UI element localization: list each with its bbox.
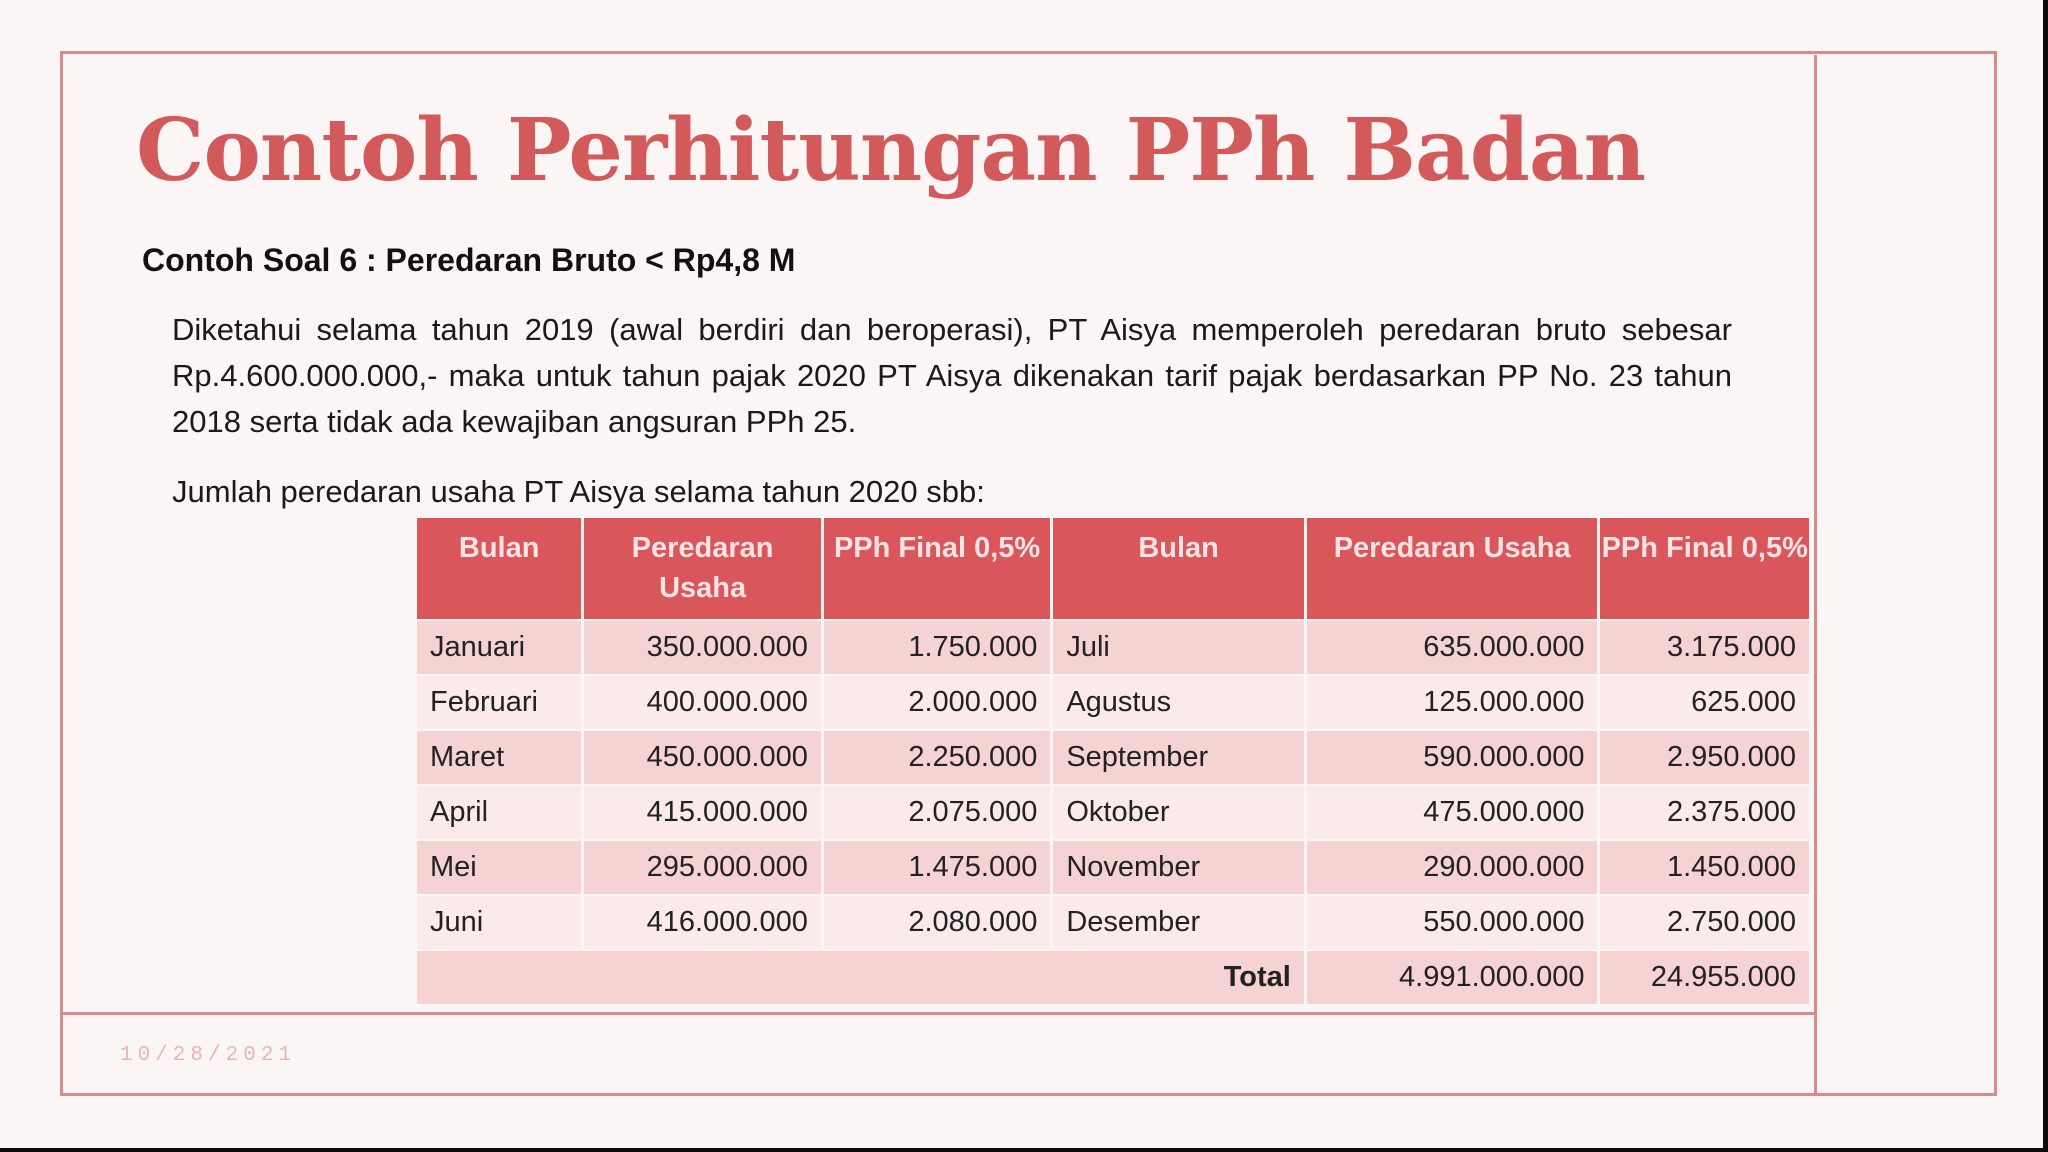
table-row — [417, 621, 1809, 674]
cell-revenue: 475.000.000 — [1307, 786, 1598, 839]
cell-revenue: 635.000.000 — [1307, 621, 1598, 674]
slide-title: Contoh Perhitungan PPh Badan — [136, 100, 1646, 201]
cell-month: November — [1053, 841, 1304, 894]
cell-revenue: 416.000.000 — [584, 896, 821, 949]
cell-month: Oktober — [1053, 786, 1304, 839]
cell-revenue: 550.000.000 — [1307, 896, 1598, 949]
cell-revenue: 350.000.000 — [584, 621, 821, 674]
cell-revenue: 590.000.000 — [1307, 731, 1598, 784]
frame-divider-vertical — [1814, 55, 1817, 1095]
cell-month: Juni — [417, 896, 581, 949]
cell-month: Desember — [1053, 896, 1304, 949]
cell-revenue: 290.000.000 — [1307, 841, 1598, 894]
slide-subtitle: Contoh Soal 6 : Peredaran Bruto < Rp4,8 M — [142, 242, 796, 278]
table-row — [417, 676, 1809, 729]
cell-month: Juli — [1053, 621, 1304, 674]
header-bulan-2: Bulan — [1053, 518, 1304, 619]
header-pph-1: PPh Final 0,5% — [824, 518, 1050, 619]
cell-revenue: 450.000.000 — [584, 731, 821, 784]
cell-tax: 2.950.000 — [1600, 731, 1809, 784]
cell-month: Agustus — [1053, 676, 1304, 729]
cell-tax: 625.000 — [1600, 676, 1809, 729]
cell-tax: 2.075.000 — [824, 786, 1050, 839]
cell-tax: 2.375.000 — [1600, 786, 1809, 839]
total-revenue: 4.991.000.000 — [1307, 951, 1598, 1004]
cell-tax: 2.000.000 — [824, 676, 1050, 729]
table-row — [417, 841, 1809, 894]
total-tax: 24.955.000 — [1600, 951, 1809, 1004]
header-peredaran-1: Peredaran Usaha — [584, 518, 821, 619]
cell-revenue: 400.000.000 — [584, 676, 821, 729]
revenue-table — [414, 516, 1812, 1006]
cell-tax: 2.750.000 — [1600, 896, 1809, 949]
header-bulan-1: Bulan — [417, 518, 581, 619]
cell-month: Mei — [417, 841, 581, 894]
table-row — [417, 896, 1809, 949]
header-peredaran-2: Peredaran Usaha — [1307, 518, 1598, 619]
table-header-row — [417, 518, 1809, 619]
table-total-row — [417, 951, 1809, 1004]
cell-month: Maret — [417, 731, 581, 784]
cell-tax: 1.750.000 — [824, 621, 1050, 674]
cell-revenue: 295.000.000 — [584, 841, 821, 894]
table-row — [417, 786, 1809, 839]
table-row — [417, 731, 1809, 784]
frame-divider-horizontal — [62, 1012, 1816, 1015]
cell-tax: 2.080.000 — [824, 896, 1050, 949]
cell-month: Januari — [417, 621, 581, 674]
header-pph-2: PPh Final 0,5% — [1600, 518, 1809, 619]
cell-month: April — [417, 786, 581, 839]
total-label: Total — [417, 951, 1304, 1004]
cell-tax: 1.450.000 — [1600, 841, 1809, 894]
problem-paragraph: Diketahui selama tahun 2019 (awal berdiri dan beroperasi), PT Aisya memperoleh peredaran bruto sebesar Rp.4.600.000.000,- maka untuk tahun pajak 2020 PT Aisya dikenakan tarif pajak berdasarkan PP No. 23 tahun 2018 serta tidak ada kewajiban angsuran PPh 25. — [172, 312, 1732, 439]
cell-revenue: 125.000.000 — [1307, 676, 1598, 729]
cell-tax: 2.250.000 — [824, 731, 1050, 784]
cell-tax: 1.475.000 — [824, 841, 1050, 894]
cell-month: September — [1053, 731, 1304, 784]
cell-tax: 3.175.000 — [1600, 621, 1809, 674]
table-intro: Jumlah peredaran usaha PT Aisya selama tahun 2020 sbb: — [172, 474, 985, 509]
cell-month: Februari — [417, 676, 581, 729]
cell-revenue: 415.000.000 — [584, 786, 821, 839]
slide-date: 10/28/2021 — [120, 1044, 297, 1067]
